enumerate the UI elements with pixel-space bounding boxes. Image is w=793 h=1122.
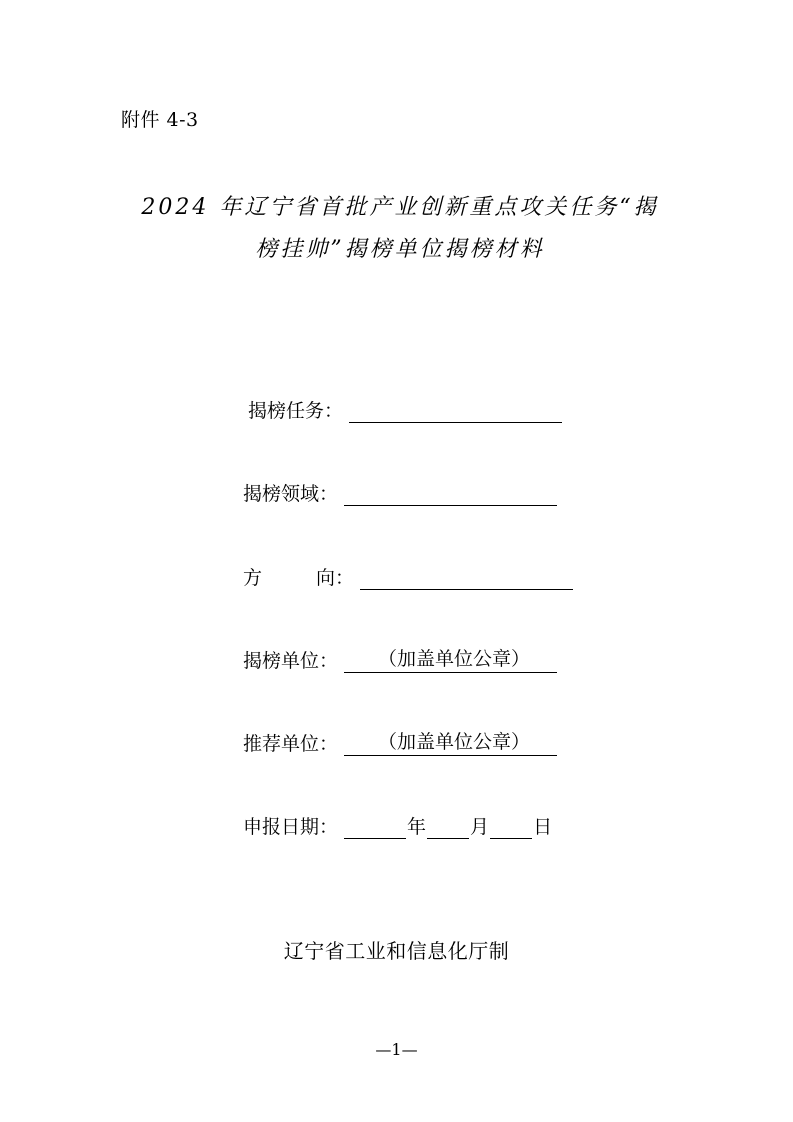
direction-label-char-1: 方 — [243, 567, 263, 589]
recommend-unit-colon: ： — [319, 733, 339, 755]
document-title-line-1: 2024 年辽宁省首批产业创新重点攻关任务“揭 — [141, 195, 659, 220]
bidder-unit-colon: ： — [319, 650, 339, 672]
month-label: 月 — [470, 816, 490, 838]
task-field — [248, 393, 562, 423]
bidder-unit-label: 揭榜单位 — [243, 650, 320, 672]
issuer-text: 辽宁省工业和信息化厅制 — [283, 939, 510, 963]
recommend-unit-seal-note: （加盖单位公章） — [378, 731, 531, 753]
domain-input-line[interactable] — [344, 479, 557, 506]
recommend-unit-label: 推荐单位 — [243, 733, 320, 755]
direction-label — [243, 563, 335, 590]
recommend-unit-field — [243, 726, 557, 756]
domain-label: 揭榜领域 — [243, 483, 320, 505]
task-colon: ： — [324, 400, 344, 422]
report-date-field — [243, 809, 553, 839]
day-input-line[interactable] — [490, 812, 532, 839]
task-input-line[interactable] — [349, 396, 562, 423]
domain-colon: ： — [319, 483, 339, 505]
day-label: 日 — [533, 816, 553, 838]
month-input-line[interactable] — [427, 812, 469, 839]
bidder-unit-input-line[interactable] — [344, 646, 557, 673]
direction-input-line[interactable] — [360, 563, 573, 590]
page-number: —1— — [375, 1040, 418, 1059]
document-title-line-2: 榜挂帅”揭榜单位揭榜材料 — [255, 237, 545, 262]
year-input-line[interactable] — [344, 812, 406, 839]
direction-label-char-2: 向 — [315, 567, 335, 589]
year-label: 年 — [407, 816, 427, 838]
recommend-unit-input-line[interactable] — [344, 729, 557, 756]
bidder-unit-seal-note: （加盖单位公章） — [378, 648, 531, 670]
direction-field — [243, 560, 573, 590]
domain-field — [243, 476, 557, 506]
direction-colon: ： — [335, 567, 355, 589]
task-label: 揭榜任务 — [248, 400, 325, 422]
attachment-label: 附件 4-3 — [121, 109, 199, 131]
bidder-unit-field — [243, 643, 557, 673]
report-date-label: 申报日期 — [243, 816, 320, 838]
report-date-colon: ： — [319, 816, 339, 838]
